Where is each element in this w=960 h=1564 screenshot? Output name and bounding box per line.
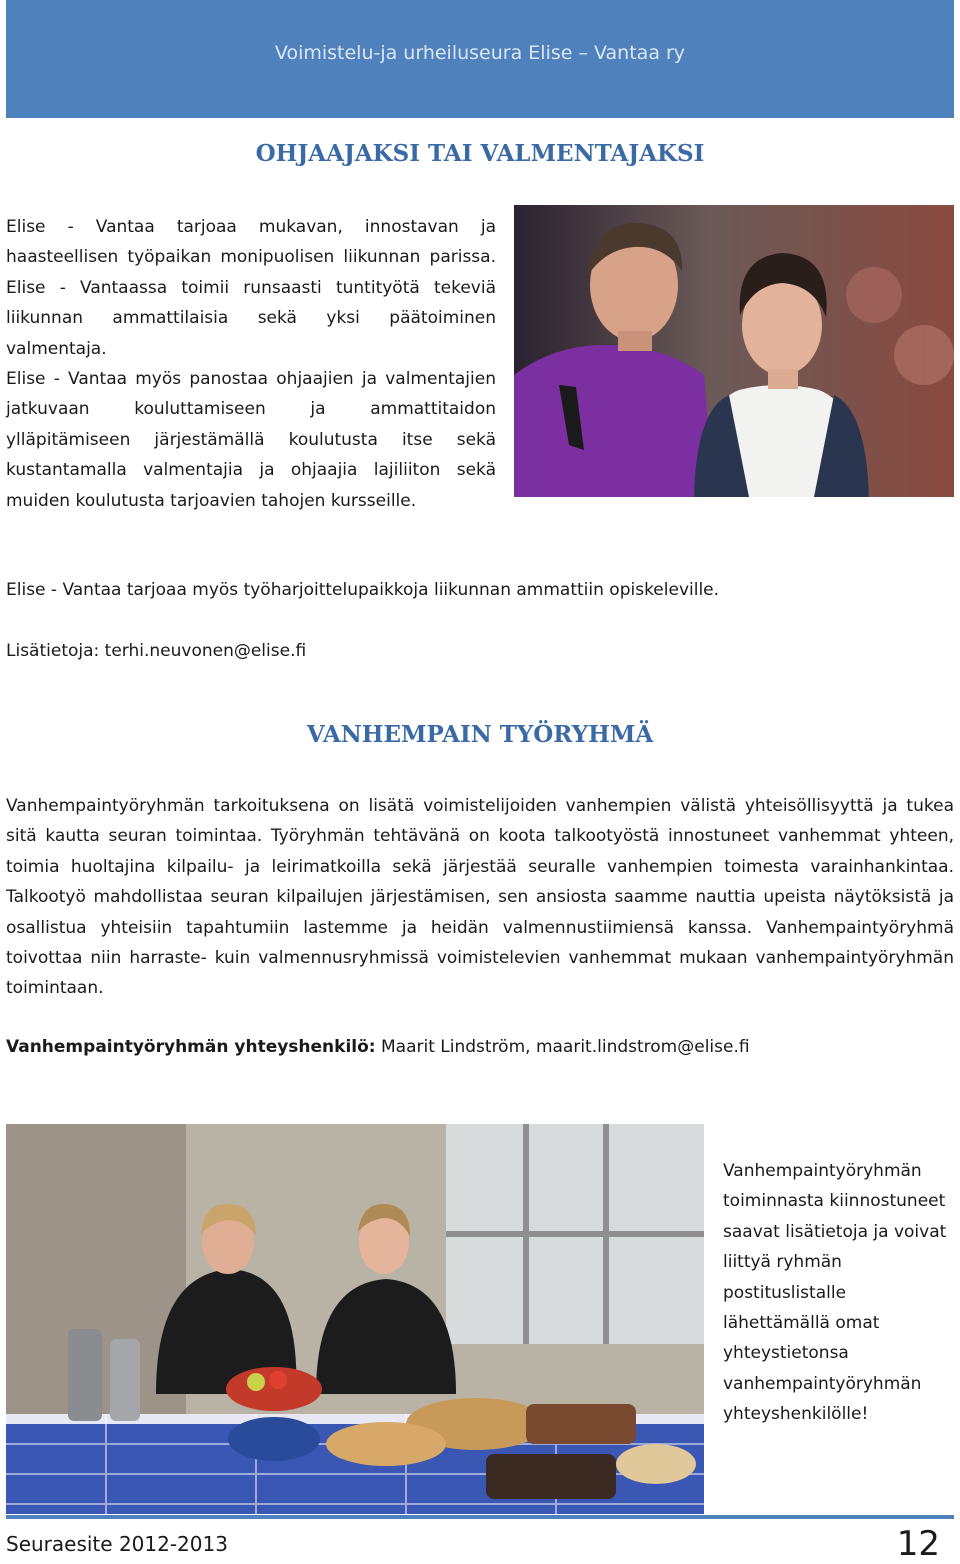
coaches-photo — [514, 205, 954, 497]
header-band — [6, 0, 954, 118]
parents-side-text: Vanhempaintyöryhmän toiminnasta kiinnostuneet saavat lisätietoja ja voivat liittyä ryhmän postituslistalle lähettämällä omat yhteystietonsa vanhempaintyöryhmän yhteyshenkilölle! — [723, 1161, 947, 1425]
parents-heading: VANHEMPAIN TYÖRYHMÄ — [306, 721, 654, 748]
parents-contact-label: Vanhempaintyöryhmän yhteyshenkilö: — [6, 1037, 376, 1057]
parents-contact — [6, 1037, 750, 1057]
coaching-contact: Lisätietoja: terhi.neuvonen@elise.fi — [6, 641, 307, 661]
header-title: Voimistelu-ja urheiluseura Elise – Vantaa ry — [274, 42, 686, 64]
buffet-photo — [6, 1124, 704, 1514]
footer-season: Seuraesite 2012-2013 — [6, 1532, 228, 1556]
footer-rule — [6, 1515, 954, 1519]
footer-page-number: 12 — [896, 1524, 940, 1564]
coaching-paragraph-1: Elise - Vantaa tarjoaa mukavan, innostavan ja haasteellisen työpaikan monipuolisen liikunnan parissa. Elise - Vantaassa toimii runsaasti tuntityötä tekeviä liikunnan ammattilaisia sekä yksi päätoiminen valmentaja. — [6, 217, 496, 359]
parents-paragraph: Vanhempaintyöryhmän tarkoituksena on lisätä voimistelijoiden vanhempien välistä yhteisöllisyyttä ja tukea sitä kautta seuran toimintaa. Työryhmän tehtävänä on koota talkootyöstä innostuneet vanhemmat yhteen, toimia huoltajina kilpailu- ja leirimatkoilla sekä järjestää seuralle vanhempien toimesta varainhankintaa. Talkootyö mahdollistaa seuran kilpailujen järjestämisen, sen ansiosta saamme nauttia upeista näytöksistä ja osallistua yhteisiin tapahtumiin lastemme ja heidän valmennustiimiensä kanssa. Vanhempaintyöryhmä toivottaa niin harraste- kuin valmennusryhmissä voimistelevien vanhemmat mukaan vanhempaintyöryhmän toimintaan. — [6, 796, 954, 999]
coaching-heading: OHJAAJAKSI TAI VALMENTAJAKSI — [255, 140, 705, 167]
coaching-paragraph-2: Elise - Vantaa myös panostaa ohjaajien ja valmentajien jatkuvaan kouluttamiseen ja ammattitaidon ylläpitämiseen järjestämällä koulutusta itse sekä kustantamalla valmentajia ja ohjaajia lajiliiton sekä muiden koulutusta tarjoavien tahojen kursseille. — [6, 369, 496, 511]
parents-contact-value: Maarit Lindström, maarit.lindstrom@elise.fi — [375, 1037, 750, 1057]
internship-text: Elise - Vantaa tarjoaa myös työharjoittelupaikkoja liikunnan ammattiin opiskeleville. — [6, 580, 720, 600]
